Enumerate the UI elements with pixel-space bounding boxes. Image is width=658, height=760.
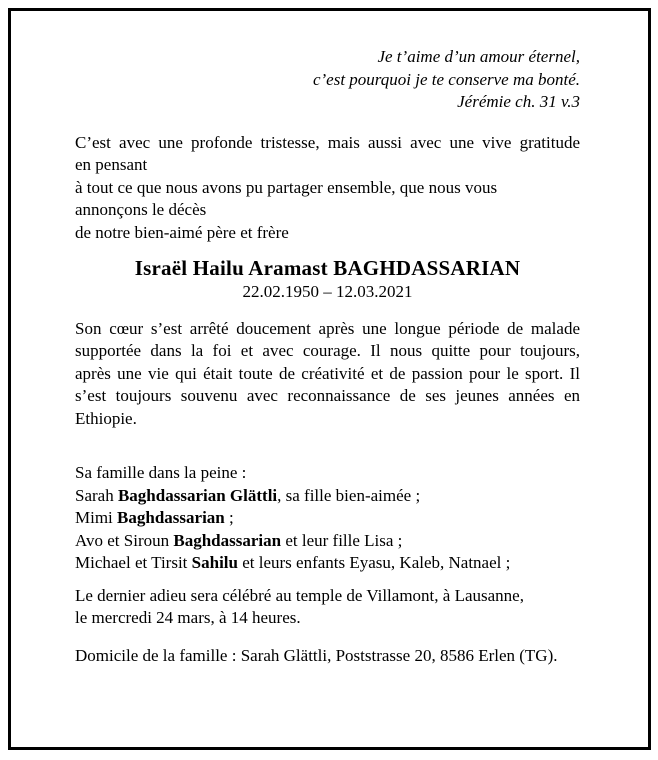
family-intro: Sa famille dans la peine : (75, 463, 247, 482)
family-member-1-post: , sa fille bien-aimée ; (277, 485, 421, 505)
intro-line-3: à tout ce que nous avons pu partager ensemble, que nous vous (75, 177, 498, 197)
eulogy-paragraph (75, 318, 580, 431)
family-member-4 (75, 552, 580, 575)
family-member-4-pre: Michael et Tirsit (75, 553, 192, 572)
family-member-2-pre: Mimi (75, 508, 118, 527)
family-member-3 (75, 530, 580, 553)
funeral-line-2: le mercredi 24 mars, à 14 heures. (75, 608, 301, 627)
intro-line-4: annonçons le décès (75, 200, 207, 219)
family-member-3-pre: Avo et Siroun (75, 530, 174, 550)
eulogy-line-2: supportée dans la foi et avec courage. Il nous quitte pour toujours, (75, 341, 580, 360)
family-member-3-surname: Baghdassarian (173, 530, 282, 550)
intro-line-5: de notre bien-aimé père et frère (75, 222, 289, 242)
announcement-intro (75, 132, 580, 245)
intro-line-1: C’est avec une profonde tristesse, mais aussi avec une vive gratitude (75, 132, 580, 152)
deceased-name: Israël Hailu Aramast BAGHDASSARIAN (134, 256, 521, 280)
family-member-2-post: ; (224, 508, 234, 527)
family-member-1-pre: Sarah (75, 485, 118, 505)
family-member-1-surname: Baghdassarian Glättli (117, 485, 278, 505)
family-list (75, 462, 580, 575)
eulogy-line-5: Ethiopie. (75, 408, 137, 428)
quote-reference: Jérémie ch. 31 v.3 (457, 92, 580, 111)
family-residence: Domicile de la famille : Sarah Glättli, Poststrasse 20, 8586 Erlen (TG). (75, 645, 558, 665)
family-member-2-surname: Baghdassarian (117, 508, 225, 527)
eulogy-line-3: après une vie qui était toute de créativité et de passion pour le sport. Il (75, 363, 580, 383)
family-member-4-post: et leurs enfants Eyasu, Kaleb, Natnael ; (237, 553, 511, 572)
scripture-quote (75, 46, 580, 114)
funeral-line-1: Le dernier adieu sera célébré au temple de Villamont, à Lausanne, (75, 585, 524, 605)
family-member-3-post: et leur fille Lisa ; (281, 530, 403, 550)
eulogy-line-1: Son cœur s’est arrêté doucement après une longue période de malade (75, 318, 580, 338)
eulogy-line-4: s’est toujours souvenu avec reconnaissance de ses jeunes années en (75, 386, 580, 405)
family-member-4-surname: Sahilu (191, 553, 238, 572)
funeral-details (75, 585, 580, 630)
family-member-1 (75, 485, 580, 508)
intro-line-2: en pensant (75, 155, 148, 174)
deceased-block (75, 255, 580, 304)
quote-line-1: Je t’aime d’un amour éternel, (377, 47, 580, 66)
announcement-frame (8, 8, 651, 750)
family-member-2 (75, 507, 580, 530)
deceased-dates: 22.02.1950 – 12.03.2021 (242, 282, 413, 301)
quote-line-2: c’est pourquoi je te conserve ma bonté. (312, 69, 580, 89)
